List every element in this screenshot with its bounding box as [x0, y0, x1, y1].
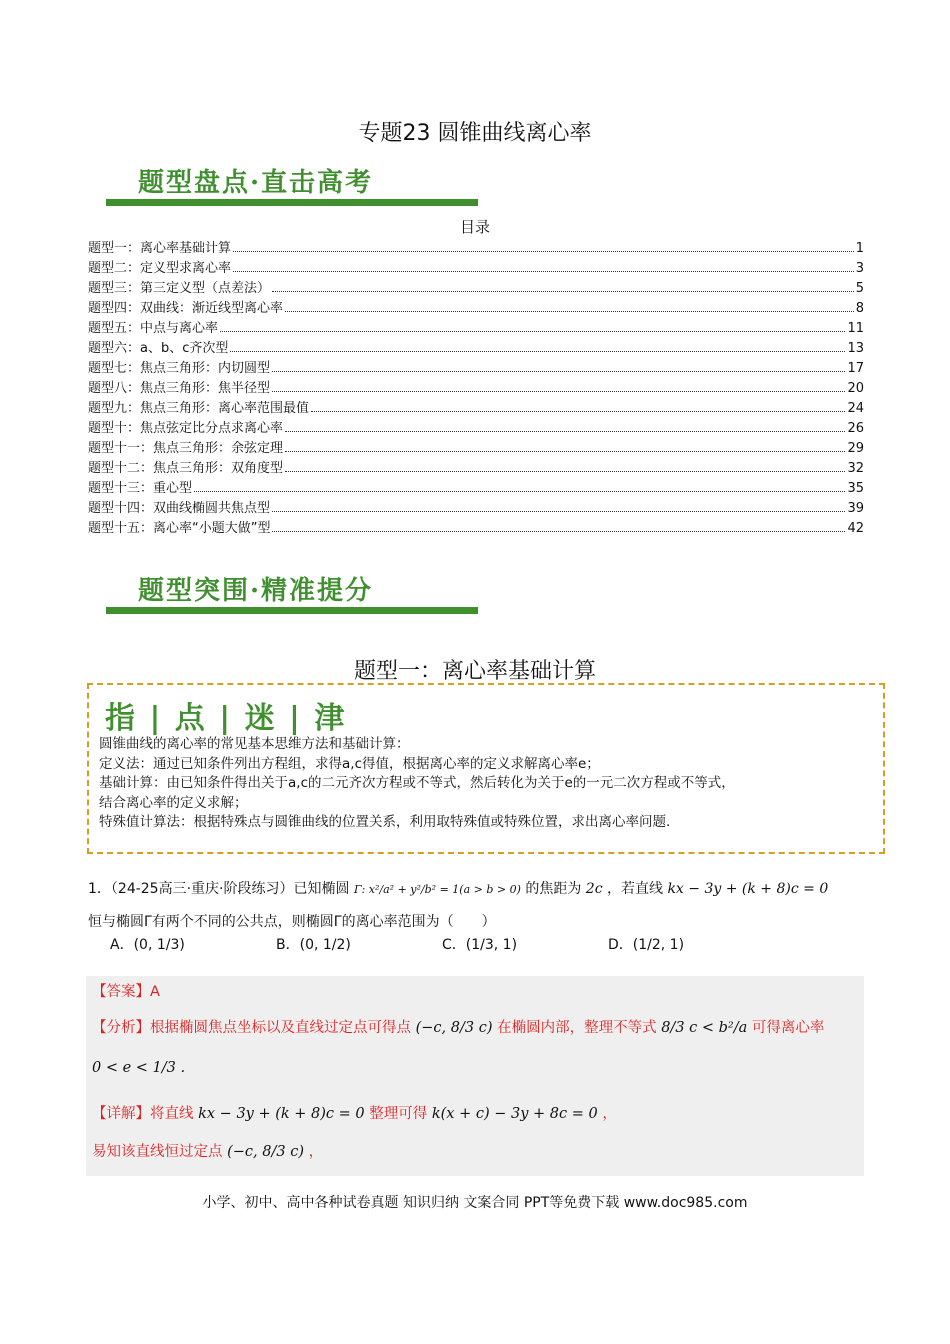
toc-dot-leader — [194, 491, 845, 492]
toc-entry[interactable] — [88, 516, 864, 536]
toc-entry[interactable] — [88, 436, 864, 456]
banner-1-text: 题型盘点·直击高考 — [138, 168, 374, 198]
analysis-text: 【分析】根据椭圆焦点坐标以及直线过定点可得点 — [92, 1020, 411, 1036]
detail-equation-2: k(x + c) − 3y + 8c = 0 — [431, 1106, 598, 1122]
detail-line-2 — [92, 1140, 323, 1161]
toc-entry-page: 35 — [847, 481, 864, 496]
question-text: 1．（24-25高三·重庆·阶段练习）已知椭圆 — [88, 881, 350, 897]
toc-dot-leader — [233, 271, 854, 272]
toc-entry[interactable] — [88, 396, 864, 416]
answer-label: 【答案】A — [92, 984, 160, 1000]
question-text: 的焦距为 — [525, 881, 582, 897]
toc-entry-page: 8 — [855, 301, 864, 316]
tip-body — [99, 735, 877, 833]
option-d: D．(1/2, 1) — [608, 937, 685, 953]
toc-entry-label: 题型九：焦点三角形：离心率范围最值 — [88, 401, 310, 416]
toc-entry[interactable] — [88, 356, 864, 376]
toc-entry-label: 题型十三：重心型 — [88, 481, 193, 496]
toc-entry-label: 题型三：第三定义型（点差法） — [88, 281, 271, 296]
toc-entry-page: 1 — [855, 241, 864, 256]
toc-entry-label: 题型二：定义型求离心率 — [88, 261, 232, 276]
detail-line — [92, 1102, 617, 1123]
analysis-line — [92, 1016, 824, 1037]
toc-dot-leader — [285, 471, 845, 472]
toc-entry-page: 39 — [847, 501, 864, 516]
toc-entry-page: 3 — [855, 261, 864, 276]
toc-entry-label: 题型七：焦点三角形：内切圆型 — [88, 361, 271, 376]
tip-line: 特殊值计算法：根据特殊点与圆锥曲线的位置关系，利用取特殊值或特殊位置，求出离心率问题. — [99, 814, 671, 830]
tip-box — [87, 683, 885, 854]
toc-dot-leader — [285, 451, 845, 452]
tip-line: 圆锥曲线的离心率的常见基本思维方法和基础计算： — [99, 736, 410, 752]
detail-text: 整理可得 — [369, 1106, 428, 1122]
toc-dot-leader — [272, 391, 845, 392]
analysis-text: 可得离心率 — [751, 1020, 825, 1036]
page-footer: 小学、初中、高中各种试卷真题 知识归纳 文案合同 PPT等免费下载 www.doc985.com — [202, 1195, 748, 1211]
tip-line: 基础计算：由已知条件得出关于a,c的二元齐次方程或不等式，然后转化为关于e的一元二次方程或不等式， — [99, 775, 735, 791]
toc-entry[interactable] — [88, 456, 864, 476]
section-banner-2 — [88, 556, 478, 618]
toc-entry-page: 13 — [847, 341, 864, 356]
toc-entry-page: 26 — [847, 421, 864, 436]
toc-entry-label: 题型十一：焦点三角形：余弦定理 — [88, 441, 284, 456]
toc-dot-leader — [230, 351, 845, 352]
option-b: B．(0, 1/2) — [276, 937, 351, 953]
toc-dot-leader — [272, 371, 845, 372]
toc-entry[interactable] — [88, 416, 864, 436]
result-expression: 0 < e < 1/3 . — [92, 1060, 186, 1076]
detail-text: ， — [602, 1106, 617, 1122]
toc-entry-page: 17 — [847, 361, 864, 376]
toc-entry[interactable] — [88, 296, 864, 316]
toc-dot-leader — [285, 431, 845, 432]
toc-entry[interactable] — [88, 256, 864, 276]
toc-entry[interactable] — [88, 376, 864, 396]
toc-entry-label: 题型五：中点与离心率 — [88, 321, 219, 336]
toc-entry-label: 题型十五：离心率“小题大做”型 — [88, 521, 271, 536]
toc-entry[interactable] — [88, 496, 864, 516]
toc-entry-label: 题型四：双曲线：渐近线型离心率 — [88, 301, 284, 316]
section-title: 题型一：离心率基础计算 — [353, 659, 596, 684]
toc-entry-label: 题型十二：焦点三角形：双角度型 — [88, 461, 284, 476]
toc-dot-leader — [220, 331, 845, 332]
tip-line: 结合离心率的定义求解； — [99, 794, 248, 811]
toc-entry[interactable] — [88, 476, 864, 496]
fixed-point: (−c, 8/3 c) — [227, 1144, 304, 1160]
toc-entry-page: 32 — [847, 461, 864, 476]
toc-entry[interactable] — [88, 336, 864, 356]
line-equation: kx − 3y + (k + 8)c = 0 — [667, 881, 829, 897]
answer-box — [86, 976, 864, 1176]
toc-entry-page: 20 — [847, 381, 864, 396]
detail-text: 【详解】将直线 — [92, 1106, 194, 1122]
banner-2-text: 题型突围·精准提分 — [138, 576, 374, 606]
detail-text: 易知该直线恒过定点 — [92, 1144, 223, 1160]
question-text: 恒与椭圆Γ有两个不同的公共点，则椭圆Γ的离心率范围为（ ） — [88, 914, 496, 930]
detail-text: ， — [308, 1144, 324, 1160]
toc-entry-label: 题型十：焦点弦定比分点求离心率 — [88, 421, 284, 436]
options — [110, 934, 850, 954]
toc-entry-page: 11 — [847, 321, 864, 336]
toc-dot-leader — [272, 511, 845, 512]
toc-entry-page: 29 — [847, 441, 864, 456]
question-text: ，若直线 — [607, 881, 663, 897]
ellipse-equation: Γ: x²/a² + y²/b² = 1(a > b > 0) — [353, 883, 521, 896]
toc-dot-leader — [311, 411, 845, 412]
analysis-text: 在椭圆内部，整理不等式 — [497, 1020, 657, 1036]
toc-entry[interactable] — [88, 276, 864, 296]
toc-entry-label: 题型一：离心率基础计算 — [88, 241, 232, 256]
toc-entry-page: 5 — [855, 281, 864, 296]
inequality: 8/3 c < b²/a — [661, 1020, 748, 1036]
point-expression: (−c, 8/3 c) — [415, 1020, 493, 1036]
option-c: C．(1/3, 1) — [442, 937, 518, 953]
page-title: 专题23 圆锥曲线离心率 — [358, 121, 592, 146]
toc-dot-leader — [272, 531, 845, 532]
detail-equation: kx − 3y + (k + 8)c = 0 — [198, 1106, 365, 1122]
section-banner-1 — [88, 148, 478, 210]
toc-entry-page: 42 — [847, 521, 864, 536]
toc-entry-label: 题型六：a、b、c齐次型 — [88, 341, 229, 356]
toc-dot-leader — [272, 291, 854, 292]
toc-dot-leader — [233, 251, 854, 252]
toc-title: 目录 — [459, 218, 490, 236]
toc-entry-page: 24 — [847, 401, 864, 416]
table-of-contents — [88, 236, 864, 536]
toc-entry[interactable] — [88, 316, 864, 336]
tip-line: 定义法：通过已知条件列出方程组，求得a,c得值，根据离心率的定义求解离心率e； — [99, 755, 600, 772]
toc-entry-label: 题型十四：双曲线椭圆共焦点型 — [88, 501, 271, 516]
focal-length: 2c — [585, 881, 603, 897]
toc-dot-leader — [285, 311, 854, 312]
option-a: A．(0, 1/3) — [110, 937, 185, 953]
toc-entry-label: 题型八：焦点三角形：焦半径型 — [88, 381, 271, 396]
toc-entry[interactable] — [88, 236, 864, 256]
question-1 — [88, 873, 868, 938]
tip-heading: 指 | 点 | 迷 | 津 — [105, 701, 347, 736]
